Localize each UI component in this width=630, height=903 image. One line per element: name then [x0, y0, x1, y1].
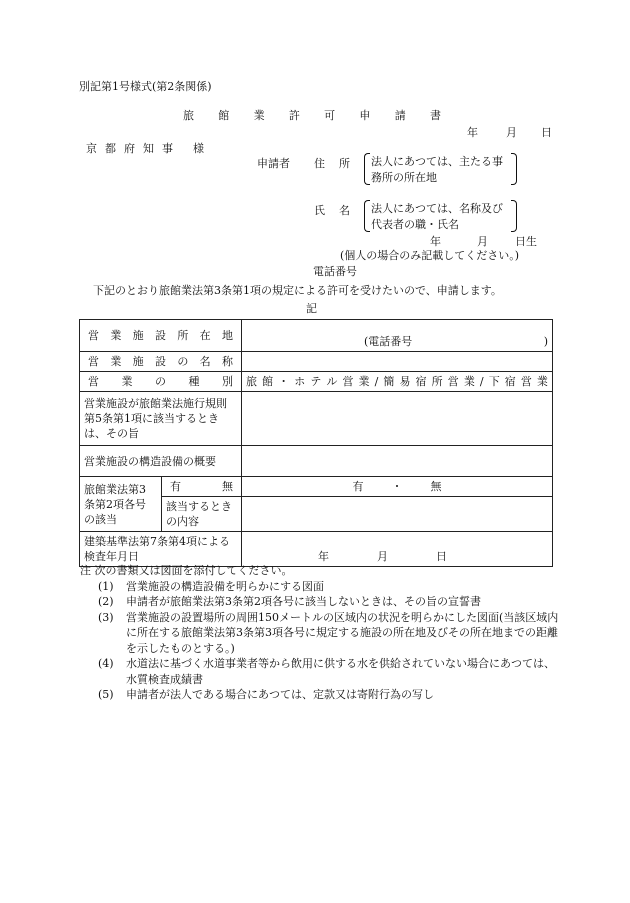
- birth-month: 月: [477, 235, 488, 248]
- list-item: (5) 申請者が法人である場合にあつては、定款又は寄附行為の写し: [98, 688, 434, 701]
- list-item: (1) 営業施設の構造設備を明らかにする図面: [98, 579, 324, 593]
- birth-day: 日生: [515, 235, 537, 248]
- rule5-label: 営業施設が旅館業法施行規則 第5条第1項に該当するとき は、その旨: [80, 392, 242, 446]
- location-phone-close: ): [543, 335, 548, 348]
- list-item: (4) 水道法に基づく水道事業者等から飲用に供する水を供給されていない場合にあつては、水質検査成績書: [98, 657, 555, 686]
- notes-title: 注 次の書類又は図面を添付してください。: [80, 564, 293, 577]
- location-label: 営 業 施 設 所 在 地: [80, 320, 242, 352]
- address-label-1: 住: [314, 157, 325, 170]
- business-type-label: 営 業 の 種 別: [80, 372, 242, 392]
- title-char: 請: [394, 109, 406, 122]
- inspection-date-label: 建築基準法第7条第4項による 検査年月日: [80, 532, 242, 567]
- addressee: 京 都 府 知 事: [86, 142, 173, 155]
- list-item: (3) 営業施設の設置場所の周囲150メートルの区域内の状況を明らかにした図面(当該区域内に所在する旅館業法第3条第3項各号に規定する施設の所在地及びその所在地までの距離を示したものとする。): [98, 610, 559, 655]
- address-label-2: 所: [339, 157, 350, 170]
- application-table: [79, 319, 553, 567]
- business-type-value[interactable]: 旅 館 ・ ホ テ ル 営 業 / 簡 易 宿 所 営 業 / 下 宿 営 業: [242, 372, 553, 392]
- table-row-location: [80, 320, 553, 352]
- disqualification-yesno-value[interactable]: 有 ・ 無: [242, 477, 553, 497]
- structure-value[interactable]: [242, 446, 553, 477]
- table-row-rule5: [80, 392, 553, 446]
- facility-name-value[interactable]: [242, 352, 553, 372]
- rule5-value[interactable]: [242, 392, 553, 446]
- name-bracket-right: [511, 200, 517, 232]
- page-title: [183, 107, 441, 123]
- list-item: (2) 申請者が旅館業法第3条第2項各号に該当しないときは、その旨の宣誓書: [98, 595, 481, 608]
- name-bracket-left: [364, 200, 370, 232]
- structure-label: 営業施設の構造設備の概要: [80, 446, 242, 477]
- date-header-year: 年: [467, 126, 478, 139]
- address-bracket-right: [511, 153, 517, 185]
- name-note: 法人にあつては、名称及び 代表者の職・氏名: [371, 202, 503, 231]
- title-char: 許: [288, 109, 300, 122]
- option-yes[interactable]: 有: [352, 480, 364, 493]
- facility-name-label: 営 業 施 設 の 名 称: [80, 352, 242, 372]
- intro-text: 下記のとおり旅館業法第3条第1項の規定による許可を受けたいので、申請します。: [93, 284, 502, 297]
- disqualification-yesno-label: 有 無: [162, 477, 242, 497]
- ki-mark: 記: [306, 302, 317, 315]
- address-note: 法人にあつては、主たる事 務所の所在地: [371, 155, 503, 184]
- disqualification-label: 旅館業法第3 条第2項各号 の該当: [80, 477, 162, 532]
- title-char: 可: [324, 109, 336, 122]
- title-char: 書: [429, 109, 441, 122]
- table-row-structure: [80, 446, 553, 477]
- table-row-facility-name: [80, 352, 553, 372]
- birth-year: 年: [430, 235, 441, 248]
- addressee-suffix: 様: [193, 142, 204, 155]
- title-char: 旅: [183, 109, 194, 122]
- inspection-date-value[interactable]: 年 月 日: [242, 532, 553, 567]
- disqualification-content-value[interactable]: [242, 497, 553, 532]
- date-header-month: 月: [506, 126, 517, 139]
- title-char: 館: [218, 109, 230, 122]
- option-no[interactable]: 無: [430, 480, 442, 493]
- table-row-inspection-date: [80, 532, 553, 567]
- name-label-1: 氏: [314, 204, 325, 217]
- table-row-disqualification: [80, 477, 553, 497]
- birth-note: (個人の場合のみ記載してください。): [340, 249, 520, 262]
- location-value[interactable]: [242, 320, 553, 352]
- title-char: 業: [253, 109, 265, 122]
- location-phone-label: (電話番号: [364, 335, 413, 348]
- date-header-day: 日: [541, 126, 552, 139]
- title-char: 申: [359, 109, 371, 122]
- applicant-label: 申請者: [257, 157, 290, 170]
- form-id: 別記第1号様式(第2条関係): [79, 80, 212, 93]
- notes-section: [80, 563, 564, 703]
- name-label-2: 名: [339, 204, 350, 217]
- phone-label: 電話番号: [313, 265, 357, 278]
- disqualification-content-label: 該当するとき の内容: [162, 497, 242, 532]
- address-bracket-left: [364, 153, 370, 185]
- table-row-business-type: [80, 372, 553, 392]
